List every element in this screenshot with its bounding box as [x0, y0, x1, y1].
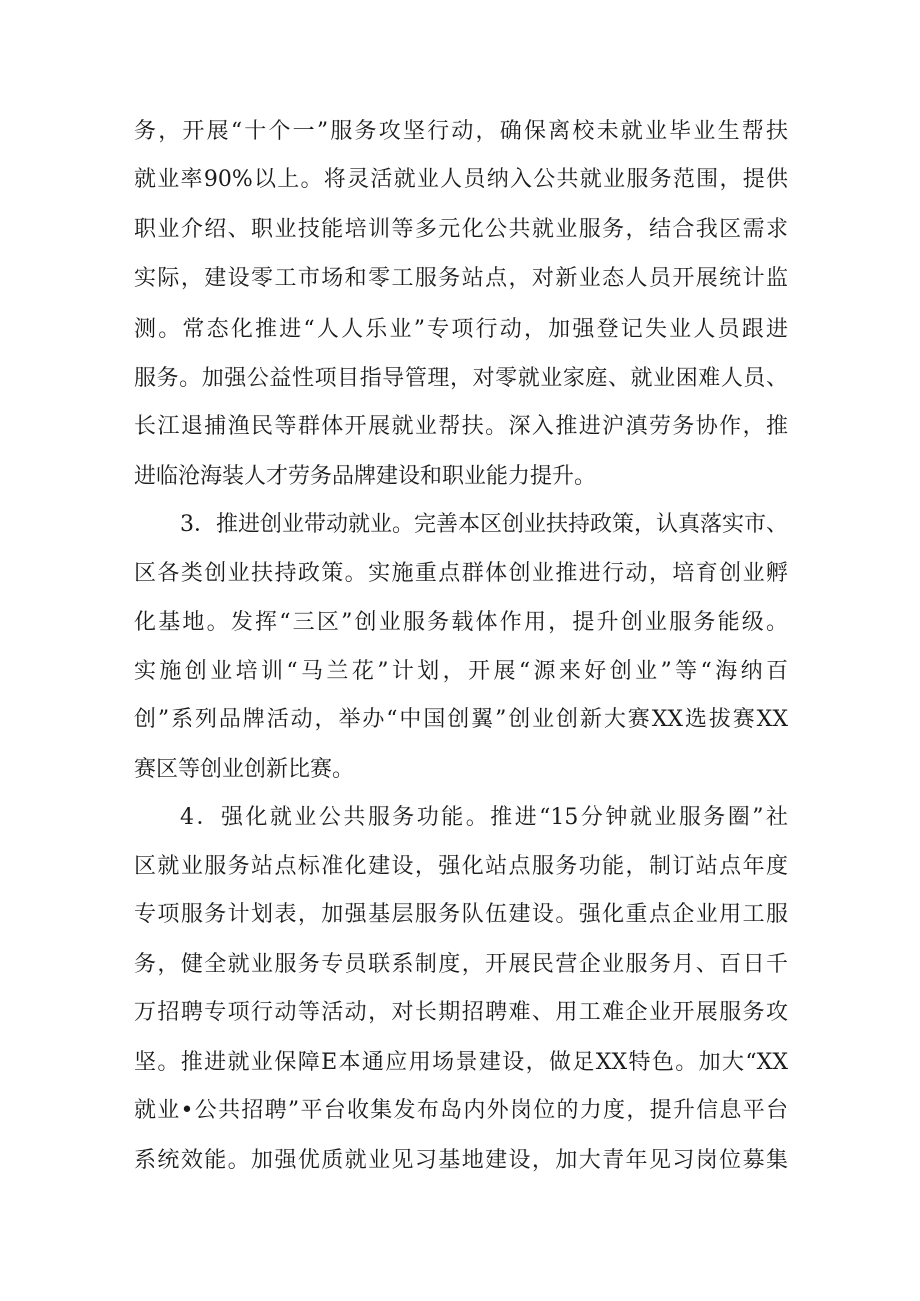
text-line: 4．强化就业公共服务功能。推进“15分钟就业服务圈”社: [180, 805, 788, 830]
text-line: 化基地。发挥“三区”创业服务载体作用，提升创业服务能级。: [134, 610, 788, 635]
text-line: 进临沧海装人才劳务品牌建设和职业能力提升。: [134, 464, 597, 489]
text-line: 区各类创业扶持政策。实施重点群体创业推进行动，培育创业孵: [134, 561, 788, 586]
text-line: 赛区等创业创新比赛。: [134, 757, 355, 782]
text-line: 万招聘专项行动等活动，对长期招聘难、用工难企业开展服务攻: [134, 1000, 788, 1025]
text-line: 就业率90%以上。将灵活就业人员纳入公共就业服务范围，提供: [134, 167, 788, 192]
text-line: 3．推进创业带动就业。完善本区创业扶持政策，认真落实市、: [180, 512, 788, 537]
text-line: 服务。加强公益性项目指导管理，对零就业家庭、就业困难人员、: [134, 366, 788, 391]
text-line: 创”系列品牌活动，举办“中国创翼”创业创新大赛XX选拔赛XX: [134, 707, 788, 732]
text-line: 务，健全就业服务专员联系制度，开展民营企业服务月、百日千: [134, 952, 788, 977]
text-line: 职业介绍、职业技能培训等多元化公共就业服务，结合我区需求: [134, 217, 788, 242]
text-line: 务，开展“十个一”服务攻坚行动，确保离校未就业毕业生帮扶: [134, 119, 788, 144]
text-line: 专项服务计划表，加强基层服务队伍建设。强化重点企业用工服: [134, 902, 788, 927]
text-line: 系统效能。加强优质就业见习基地建设，加大青年见习岗位募集: [134, 1148, 788, 1173]
text-line: 实施创业培训“马兰花”计划，开展“源来好创业”等“海纳百: [134, 659, 788, 684]
text-line: 实际，建设零工市场和零工服务站点，对新业态人员开展统计监: [134, 266, 788, 291]
text-line: 坚。推进就业保障E本通应用场景建设，做足XX特色。加大“XX: [134, 1050, 788, 1075]
text-line: 区就业服务站点标准化建设，强化站点服务功能，制订站点年度: [134, 854, 788, 879]
text-line: 长江退捕渔民等群体开展就业帮扶。深入推进沪滇劳务协作，推: [134, 414, 788, 439]
text-line: 测。常态化推进“人人乐业”专项行动，加强登记失业人员跟进: [134, 317, 788, 342]
text-line: 就业•公共招聘”平台收集发布岛内外岗位的力度，提升信息平台: [134, 1098, 788, 1123]
